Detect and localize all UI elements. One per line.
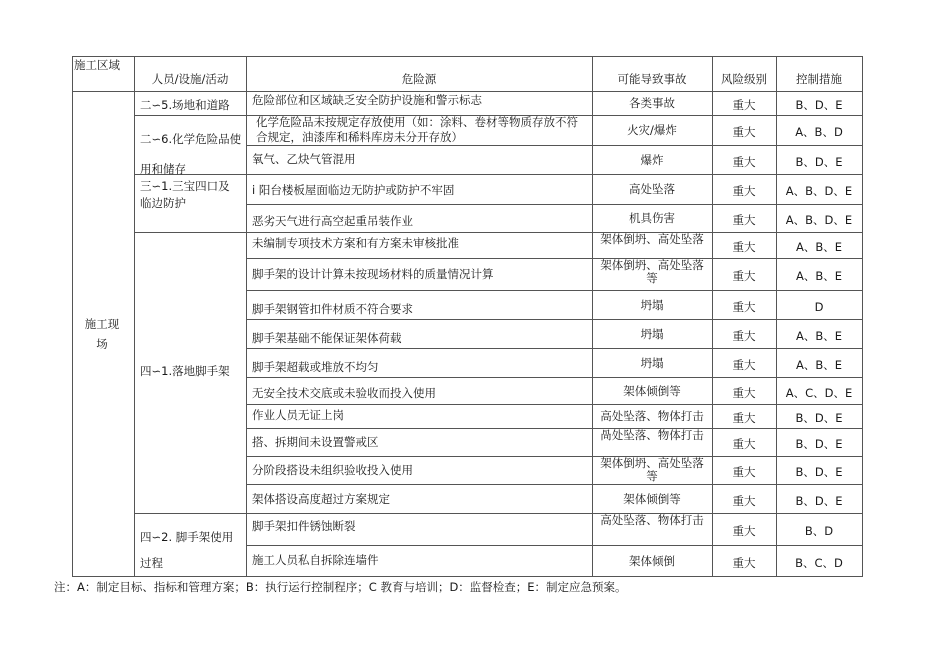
cell-accident: 爆炸: [640, 153, 664, 167]
group-label: 二∽5.场地和道路: [140, 98, 230, 112]
cell-accident: 高处坠落: [629, 182, 675, 196]
cell-measures: A、B、E: [795, 269, 843, 283]
header-level: 风险级别: [721, 72, 767, 86]
table-divider: [246, 377, 863, 378]
cell-accident: 咼处坠落、物体打击: [600, 428, 704, 442]
table-divider: [246, 545, 863, 546]
header-measures: 控制措施: [796, 72, 842, 86]
cell-level: 重大: [732, 556, 756, 570]
cell-measures: B、D、E: [795, 411, 843, 425]
cell-hazard: 化学危险品未按规定存放使用（如：涂料、卷材等物质存放不符合规定，油漆库和稀料库房未分开存放）: [256, 115, 578, 144]
cell-accident: 高处坠落、物体打击: [600, 409, 704, 423]
cell-hazard: 分阶段搭设未组织验收投入使用: [252, 463, 413, 477]
cell-accident: 火灾/爆炸: [627, 123, 677, 137]
header-area: 施工区域: [74, 58, 120, 72]
cell-level: 重大: [732, 155, 756, 169]
cell-accident: 机具伤害: [629, 211, 675, 225]
cell-measures: A、B、E: [795, 329, 843, 343]
cell-hazard: 无安全技术交底或未验收而投入使用: [252, 386, 436, 400]
table-divider: [246, 319, 863, 320]
cell-measures: D: [814, 300, 824, 314]
cell-accident: 坍塌: [640, 327, 664, 341]
cell-measures: A、B、D、E: [785, 184, 853, 198]
table-divider: [246, 204, 863, 205]
table-divider: [134, 56, 135, 576]
cell-hazard: 氧气、乙炔气管混用: [252, 152, 356, 166]
cell-measures: A、B、D: [795, 125, 843, 139]
group-label: 三∽1.三宝四口及临边防护: [140, 179, 230, 210]
header-person: 人员/设施/活动: [151, 72, 229, 86]
cell-accident: 坍塌: [640, 298, 664, 312]
table-divider: [134, 232, 863, 233]
footnote: 注：A：制定目标、指标和管理方案；B：执行运行控制程序；C 教育与培训；D：监督检查；E：制定应急预案。: [54, 580, 627, 594]
cell-level: 重大: [732, 269, 756, 283]
cell-level: 重大: [732, 524, 756, 538]
table-divider: [246, 428, 863, 429]
cell-level: 重大: [732, 240, 756, 254]
cell-measures: B、D、E: [795, 155, 843, 169]
area-name: 施工现场: [84, 317, 120, 351]
cell-level: 重大: [732, 125, 756, 139]
cell-hazard: 脚手架扣件锈蚀断裂: [252, 519, 356, 533]
header-accident: 可能导致事故: [617, 72, 687, 86]
cell-measures: B、D、E: [795, 494, 843, 508]
cell-accident: 高处坠落、物体打击: [600, 513, 704, 527]
cell-level: 重大: [732, 494, 756, 508]
table-divider: [246, 290, 863, 291]
cell-level: 重大: [732, 98, 756, 112]
table-divider: [72, 91, 863, 92]
cell-measures: A、B、E: [795, 358, 843, 372]
cell-measures: A、B、E: [795, 240, 843, 254]
table-border: [72, 56, 73, 576]
cell-hazard: 脚手架基础不能保证架体荷载: [252, 331, 402, 345]
cell-measures: B、D、E: [795, 465, 843, 479]
cell-measures: B、C、D: [795, 556, 843, 570]
cell-measures: A、C、D、E: [785, 386, 853, 400]
cell-hazard: 脚手架的设计计算未按现场材料的质量情况计算: [252, 267, 494, 281]
cell-accident: 架体倒坍、高处坠落等: [600, 456, 704, 483]
cell-hazard: 施工人员私自拆除连墙件: [252, 553, 379, 567]
cell-accident: 架体倾倒: [629, 554, 675, 568]
cell-hazard: i 阳台楼板屋面临边无防护或防护不牢固: [252, 183, 455, 197]
table-divider: [246, 348, 863, 349]
cell-measures: B、D、E: [795, 437, 843, 451]
cell-hazard: 未编制专项技术方案和有方案未审核批准: [252, 236, 459, 250]
group-label: 四∽1.落地脚手架: [140, 364, 230, 378]
cell-level: 重大: [732, 437, 756, 451]
table-border: [862, 56, 863, 576]
table-divider: [246, 484, 863, 485]
cell-measures: B、D、E: [795, 98, 843, 112]
table-divider: [134, 513, 863, 514]
group-label: 四∽2. 脚手架使用过程: [140, 530, 234, 570]
table-divider: [134, 174, 863, 175]
cell-hazard: 脚手架超载或堆放不均匀: [252, 360, 379, 374]
cell-level: 重大: [732, 411, 756, 425]
cell-accident: 各类事故: [629, 96, 675, 110]
cell-level: 重大: [732, 184, 756, 198]
table-divider: [246, 56, 247, 576]
cell-hazard: 脚手架钢管扣件材质不符合要求: [252, 302, 413, 316]
table-divider: [246, 145, 863, 146]
cell-hazard: 搭、拆期间未设置警戒区: [252, 435, 379, 449]
cell-accident: 架体倒坍、高处坠落: [600, 232, 704, 246]
cell-level: 重大: [732, 329, 756, 343]
table-divider: [246, 258, 863, 259]
cell-level: 重大: [732, 300, 756, 314]
cell-level: 重大: [732, 465, 756, 479]
table-divider: [246, 404, 863, 405]
header-hazard: 危险源: [401, 72, 437, 86]
cell-hazard: 恶劣天气进行高空起重吊装作业: [252, 214, 413, 228]
table-border: [72, 576, 863, 577]
cell-hazard: 架体搭设高度超过方案规定: [252, 492, 390, 506]
cell-measures: B、D: [804, 524, 834, 538]
cell-hazard: 危险部位和区域缺乏安全防护设施和警示标志: [252, 93, 482, 107]
cell-level: 重大: [732, 386, 756, 400]
table-divider: [592, 56, 593, 576]
table-divider: [246, 456, 863, 457]
group-label: 二∽6.化学危险品使用和储存: [140, 132, 242, 176]
cell-level: 重大: [732, 358, 756, 372]
cell-hazard: 作业人员无证上岗: [252, 408, 344, 422]
cell-measures: A、B、D、E: [785, 213, 853, 227]
cell-accident: 架体倾倒等: [623, 492, 681, 506]
cell-accident: 架体倒坍、高处坠落等: [600, 258, 704, 285]
table-border: [72, 56, 863, 57]
cell-accident: 架体倾倒等: [623, 384, 681, 398]
cell-level: 重大: [732, 213, 756, 227]
cell-accident: 坍塌: [640, 356, 664, 370]
